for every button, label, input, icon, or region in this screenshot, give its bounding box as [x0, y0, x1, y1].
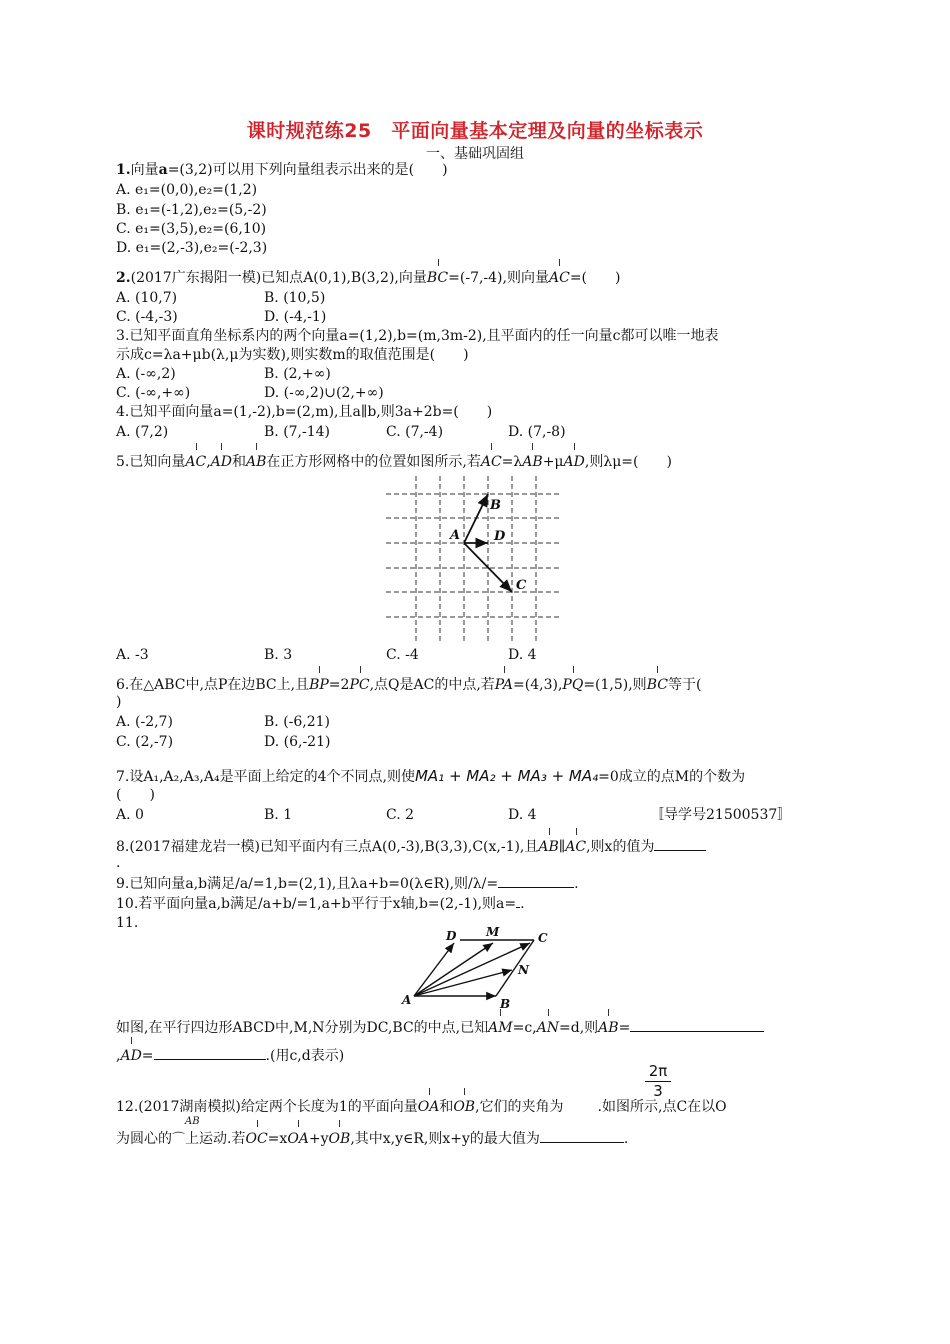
question-4-option-b: B. (7,-14): [264, 424, 331, 440]
label-c: C: [516, 578, 527, 593]
question-5-stem: 5.已知向量AC,AD和AB在正方形网格中的位置如图所示,若AC=λAB+μAD,则λμ=( ): [116, 454, 672, 470]
label-a: A: [450, 528, 461, 543]
answer-blank[interactable]: [540, 1128, 624, 1143]
question-2-option-d: D. (-4,-1): [264, 309, 327, 325]
answer-blank-ad[interactable]: [154, 1045, 266, 1060]
question-9-stem: 9.已知向量a,b满足/a/=1,b=(2,1),且λa+b=0(λ∈R),则/λ/= .: [116, 873, 579, 894]
page-title: 课时规范练25 平面向量基本定理及向量的坐标表示: [246, 120, 704, 142]
question-6-stem: 6.在△ABC中,点P在边BC上,且BP=2PC,点Q是AC的中点,若PA=(4,3),PQ=(1,5),则BC等于(: [116, 677, 702, 693]
question-10-stem: 10.若平面向量a,b满足/a+b/=1,a+b平行于x轴,b=(2,-1),则a= .: [116, 893, 525, 914]
answer-blank[interactable]: [498, 873, 574, 888]
question-5-option-d: D. 4: [508, 647, 537, 663]
question-8-stem: 8.(2017福建龙岩一模)已知平面内有三点A(0,-3),B(3,3),C(x,-1),且AB∥AC,则x的值为: [116, 836, 706, 857]
question-2-option-c: C. (-4,-3): [116, 309, 178, 325]
question-4-option-a: A. (7,2): [116, 424, 169, 440]
section-heading: 一、基础巩固组: [426, 146, 524, 162]
question-1-stem: 1.向量a=(3,2)可以用下列向量组表示出来的是( ): [116, 162, 448, 178]
question-2-option-a: A. (10,7): [116, 290, 178, 306]
question-4-stem: 4.已知平面向量a=(1,-2),b=(2,m),且a∥b,则3a+2b=( ): [116, 404, 493, 420]
question-2-option-b: B. (10,5): [264, 290, 326, 306]
question-4-option-d: D. (7,-8): [508, 424, 566, 440]
question-12-stem-2: 为圆心的⌒上运动.若OC=xOA+yOB,其中x,y∈R,则x+y的最大值为 .: [116, 1128, 628, 1150]
question-3-option-c: C. (-∞,+∞): [116, 385, 191, 401]
grid-lines: [386, 476, 562, 644]
question-7-stem-close: ( ): [116, 787, 155, 803]
question-3-option-a: A. (-∞,2): [116, 366, 176, 382]
question-7-stem: 7.设A₁,A₂,A₃,A₄是平面上给定的4个不同点,则使MA₁ + MA₂ + MA₃ + MA₄=0成立的点M的个数为: [116, 767, 746, 785]
question-12-stem: 12.(2017湖南模拟)给定两个长度为1的平面向量OA和OB,它们的夹角为 .如图所示,点C在以O: [116, 1099, 727, 1115]
question-6-option-b: B. (-6,21): [264, 714, 331, 730]
answer-blank-ab[interactable]: [630, 1017, 764, 1032]
question-6-option-d: D. (6,-21): [264, 734, 331, 750]
question-6-option-a: A. (-2,7): [116, 714, 173, 730]
question-7-option-d: D. 4: [508, 807, 537, 823]
vector-ad: [414, 943, 454, 996]
question-5-option-a: A. -3: [116, 647, 149, 663]
label-b: B: [500, 997, 511, 1008]
question-7-option-b: B. 1: [264, 807, 293, 823]
question-1-option-d: D. e₁=(2,-3),e₂=(-2,3): [116, 240, 268, 256]
question-5-option-c: C. -4: [386, 647, 419, 663]
vector-am: [414, 943, 493, 996]
question-6-option-c: C. (2,-7): [116, 734, 174, 750]
question-8-end: .: [116, 855, 121, 871]
arc-ab-symbol: AB: [185, 1116, 200, 1127]
question-2-stem: 2.(2017广东揭阳一模)已知点A(0,1),B(3,2),向量BC=(-7,-4),则向量AC=( ): [116, 270, 621, 286]
question-11-stem: 如图,在平行四边形ABCD中,M,N分别为DC,BC的中点,已知AM=c,AN=d,则AB=: [116, 1017, 764, 1038]
question-6-stem-close: ): [116, 694, 122, 710]
question-3-option-d: D. (-∞,2)∪(2,+∞): [264, 385, 384, 401]
question-3-line-2: 示成c=λa+μb(λ,μ为实数),则实数m的取值范围是( ): [116, 347, 469, 363]
question-7-option-a: A. 0: [116, 807, 144, 823]
label-a: A: [402, 993, 412, 1007]
question-1-option-b: B. e₁=(-1,2),e₂=(5,-2): [116, 202, 267, 218]
question-7-reference: 〚导学号21500537〛: [650, 807, 792, 823]
label-n: N: [518, 963, 529, 977]
question-4-option-c: C. (7,-4): [386, 424, 444, 440]
question-1-option-c: C. e₁=(3,5),e₂=(6,10): [116, 221, 267, 237]
question-3-option-b: B. (2,+∞): [264, 366, 331, 382]
question-3-line-1: 3.已知平面直角坐标系内的两个向量a=(1,2),b=(m,3m-2),且平面内的任一向量c都可以唯一地表: [116, 328, 719, 344]
question-11-number: 11.: [116, 915, 139, 931]
label-b: B: [490, 498, 501, 513]
label-d: D: [446, 929, 457, 943]
question-5-grid-figure: [378, 474, 568, 646]
question-5-option-b: B. 3: [264, 647, 293, 663]
answer-blank[interactable]: [654, 836, 706, 851]
question-11-parallelogram-figure: [398, 924, 556, 1008]
vector-ac: [414, 943, 530, 996]
label-d: D: [494, 529, 506, 544]
fraction-two-pi-over-three: $\frac{2\pi}{3}$: [645, 1062, 671, 1100]
question-7-option-c: C. 2: [386, 807, 415, 823]
question-1-option-a: A. e₁=(0,0),e₂=(1,2): [116, 182, 258, 198]
label-c: C: [538, 931, 548, 945]
question-11-stem-2: ,AD= .(用c,d表示): [116, 1045, 344, 1066]
label-m: M: [486, 925, 500, 939]
